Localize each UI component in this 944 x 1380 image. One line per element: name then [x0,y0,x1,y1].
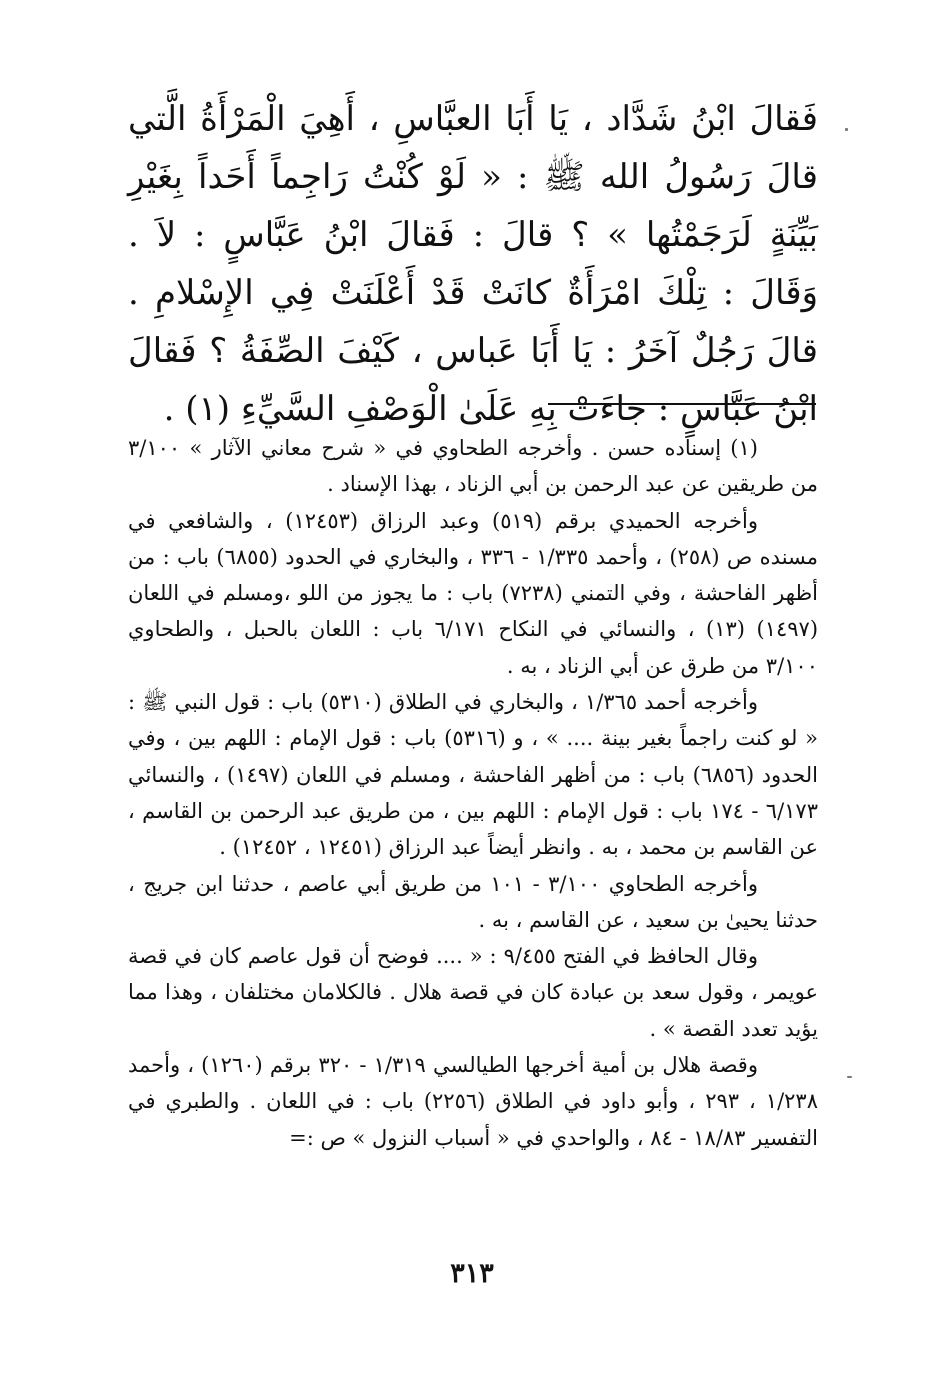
footnote-paragraph-4: وأخرجه الطحاوي ٣/١٠٠ - ١٠١ من طريق أبي عاصم ، حدثنا ابن جريج ، حدثنا يحيىٰ بن سعيد ، عن القاسم ، به . [128,871,818,932]
footnote-separator [548,403,816,405]
footnote-paragraph-6: وقصة هلال بن أمية أخرجها الطيالسي ١/٣١٩ - ٣٢٠ برقم (١٢٦٠) ، وأحمد ١/٢٣٨ ، ٢٩٣ ، وأبو داود في الطلاق (٢٢٥٦) باب : في اللعان . والطبري في التفسير ١٨/٨٣ - ٨٤ ، والواحدي في « أسباب النزول » ص := [128,1053,818,1150]
scan-speck [847,1076,852,1078]
footnotes-block [128,430,818,1156]
main-paragraph: فَقالَ ابْنُ شَدَّاد ، يَا أَبَا العبَّاسِ ، أَهِيَ الْمَرْأَةُ الَّتي قالَ رَسُولُ الله ﷺ : « لَوْ كُنْتُ رَاجِماً أَحَداً بِغَيْرِ بَيِّنَةٍ لَرَجَمْتُها » ؟ قالَ : فَقالَ ابْنُ عَبَّاسٍ : لاَ . وَقَالَ : تِلْكَ امْرَأَةٌ كانَتْ قَدْ أَعْلَنَتْ فِي الإِسْلامِ . قالَ رَجُلٌ آخَرُ : يَا أَبَا عَباس ، كَيْفَ الصِّفَةُ ؟ فَقالَ ابْنُ عَبَّاسٍ : جاءَتْ بِهِ عَلَىٰ الْوَصْفِ السَّيِّءِ (١) . [128,99,818,429]
footnote-paragraph-5: وقال الحافظ في الفتح ٩/٤٥٥ : « .... فوضح أن قول عاصم كان في قصة عويمر ، وقول سعد بن عبادة كان في قصة هلال . فالكلامان مختلفان ، وهذا مما يؤيد تعدد القصة » . [128,944,818,1041]
footnote-paragraph-2: وأخرجه الحميدي برقم (٥١٩) وعبد الرزاق (١٢٤٥٣) ، والشافعي في مسنده ص (٢٥٨) ، وأحمد ١/٣٣٥ - ٣٣٦ ، والبخاري في الحدود (٦٨٥٥) باب : من أظهر الفاحشة ، وفي التمني (٧٢٣٨) باب : ما يجوز من اللو ،ومسلم في اللعان (١٤٩٧) (١٣) ، والنسائي في النكاح ٦/١٧١ باب : اللعان بالحبل ، والطحاوي ٣/١٠٠ من طرق عن أبي الزناد ، به . [128,508,819,678]
main-text-block [128,90,818,438]
footnote-paragraph-1: (١) إسناده حسن . وأخرجه الطحاوي في « شرح معاني الآثار » ٣/١٠٠ من طريقين عن عبد الرحمن بن أبي الزناد ، بهذا الإسناد . [128,436,818,497]
page-number: ٣١٣ [450,1258,494,1289]
footnote-paragraph-3: وأخرجه أحمد ١/٣٦٥ ، والبخاري في الطلاق (٥٣١٠) باب : قول النبي ﷺ : « لو كنت راجماً بغير بينة .... » ، و (٥٣١٦) باب : قول الإمام : اللهم بين ، وفي الحدود (٦٨٥٦) باب : من أظهر الفاحشة ، ومسلم في اللعان (١٤٩٧) ، والنسائي ٦/١٧٣ - ١٧٤ باب : قول الإمام : اللهم بين ، من طريق عبد الرحمن بن القاسم ، عن القاسم بن محمد ، به . وانظر أيضاً عبد الرزاق (١٢٤٥١ ، ١٢٤٥٢) . [128,690,818,860]
scan-speck [845,128,848,131]
